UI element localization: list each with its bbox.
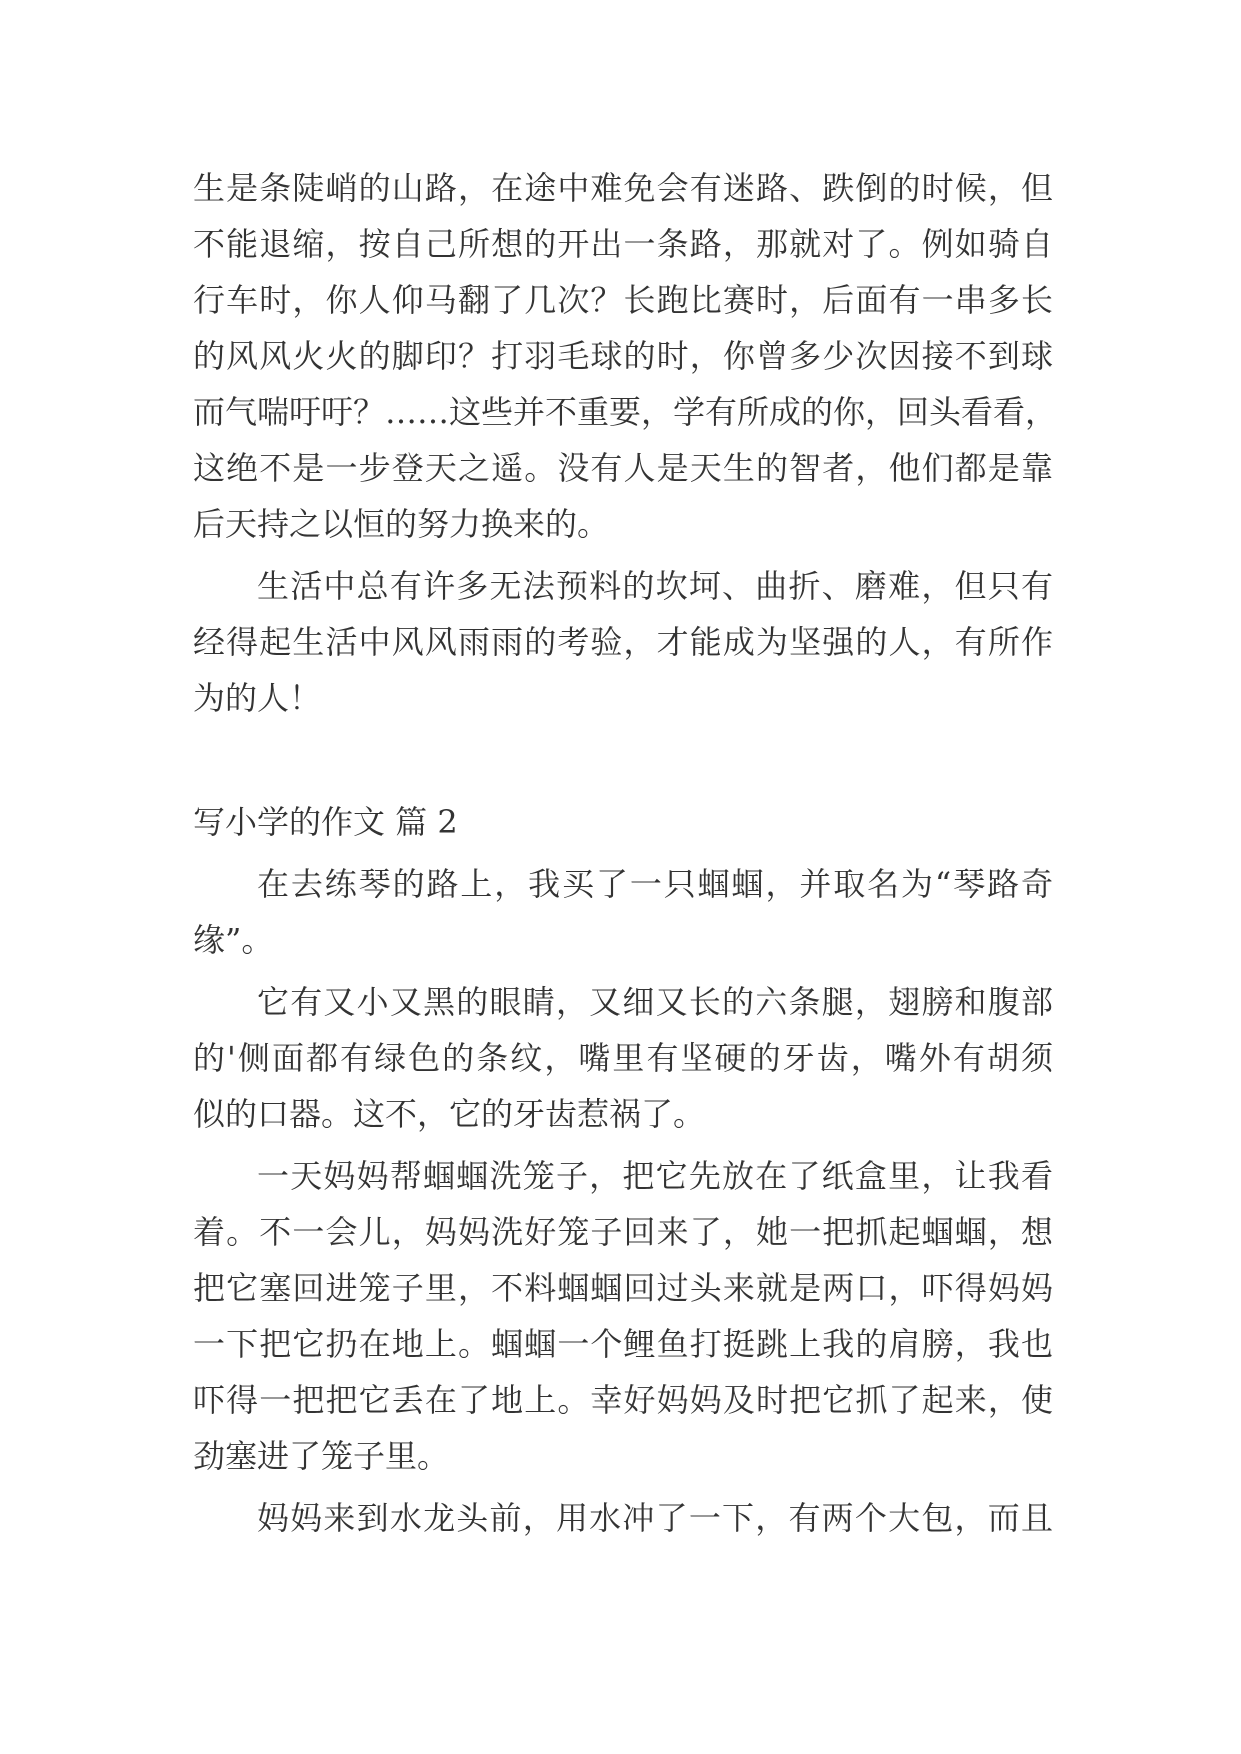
- paragraph-line: 吓得一把把它丢在了地上。幸好妈妈及时把它抓了起来，使: [193, 1381, 1053, 1419]
- paragraph-line: 似的口器。这不，它的牙齿惹祸了。: [193, 1095, 706, 1133]
- paragraph-line: 在去练琴的路上，我买了一只蝈蝈，并取名为“琴路奇: [257, 865, 1053, 903]
- paragraph-line: 为的人！: [193, 679, 322, 717]
- paragraph-line: 它有又小又黑的眼睛，又细又长的六条腿，翅膀和腹部: [257, 983, 1053, 1021]
- paragraph-line: 后天持之以恒的努力换来的。: [193, 505, 610, 543]
- paragraph-line: 缘”。: [193, 921, 274, 959]
- paragraph-line: 劲塞进了笼子里。: [193, 1437, 450, 1475]
- essay-heading: 写小学的作文 篇 2: [193, 803, 458, 841]
- paragraph-line: 经得起生活中风风雨雨的考验，才能成为坚强的人，有所作: [193, 623, 1053, 661]
- paragraph-line: 而气喘吁吁？……这些并不重要，学有所成的你，回头看看，: [193, 393, 1058, 431]
- paragraph-line: 不能退缩，按自己所想的开出一条路，那就对了。例如骑自: [193, 225, 1053, 263]
- paragraph-line: 生是条陡峭的山路，在途中难免会有迷路、跌倒的时候，但: [193, 169, 1053, 207]
- paragraph-line: 的'侧面都有绿色的条纹，嘴里有坚硬的牙齿，嘴外有胡须: [193, 1039, 1053, 1077]
- paragraph-line: 的风风火火的脚印？打羽毛球的时，你曾多少次因接不到球: [193, 337, 1053, 375]
- paragraph-line: 妈妈来到水龙头前，用水冲了一下，有两个大包，而且: [257, 1499, 1053, 1537]
- paragraph-line: 一天妈妈帮蝈蝈洗笼子，把它先放在了纸盒里，让我看: [257, 1157, 1053, 1195]
- paragraph-line: 行车时，你人仰马翻了几次？长跑比赛时，后面有一串多长: [193, 281, 1053, 319]
- paragraph-line: 把它塞回进笼子里，不料蝈蝈回过头来就是两口，吓得妈妈: [193, 1269, 1053, 1307]
- paragraph-line: 着。不一会儿，妈妈洗好笼子回来了，她一把抓起蝈蝈，想: [193, 1213, 1053, 1251]
- paragraph-line: 这绝不是一步登天之遥。没有人是天生的智者，他们都是靠: [193, 449, 1053, 487]
- paragraph-line: 生活中总有许多无法预料的坎坷、曲折、磨难，但只有: [257, 567, 1053, 605]
- paragraph-line: 一下把它扔在地上。蝈蝈一个鲤鱼打挺跳上我的肩膀，我也: [193, 1325, 1053, 1363]
